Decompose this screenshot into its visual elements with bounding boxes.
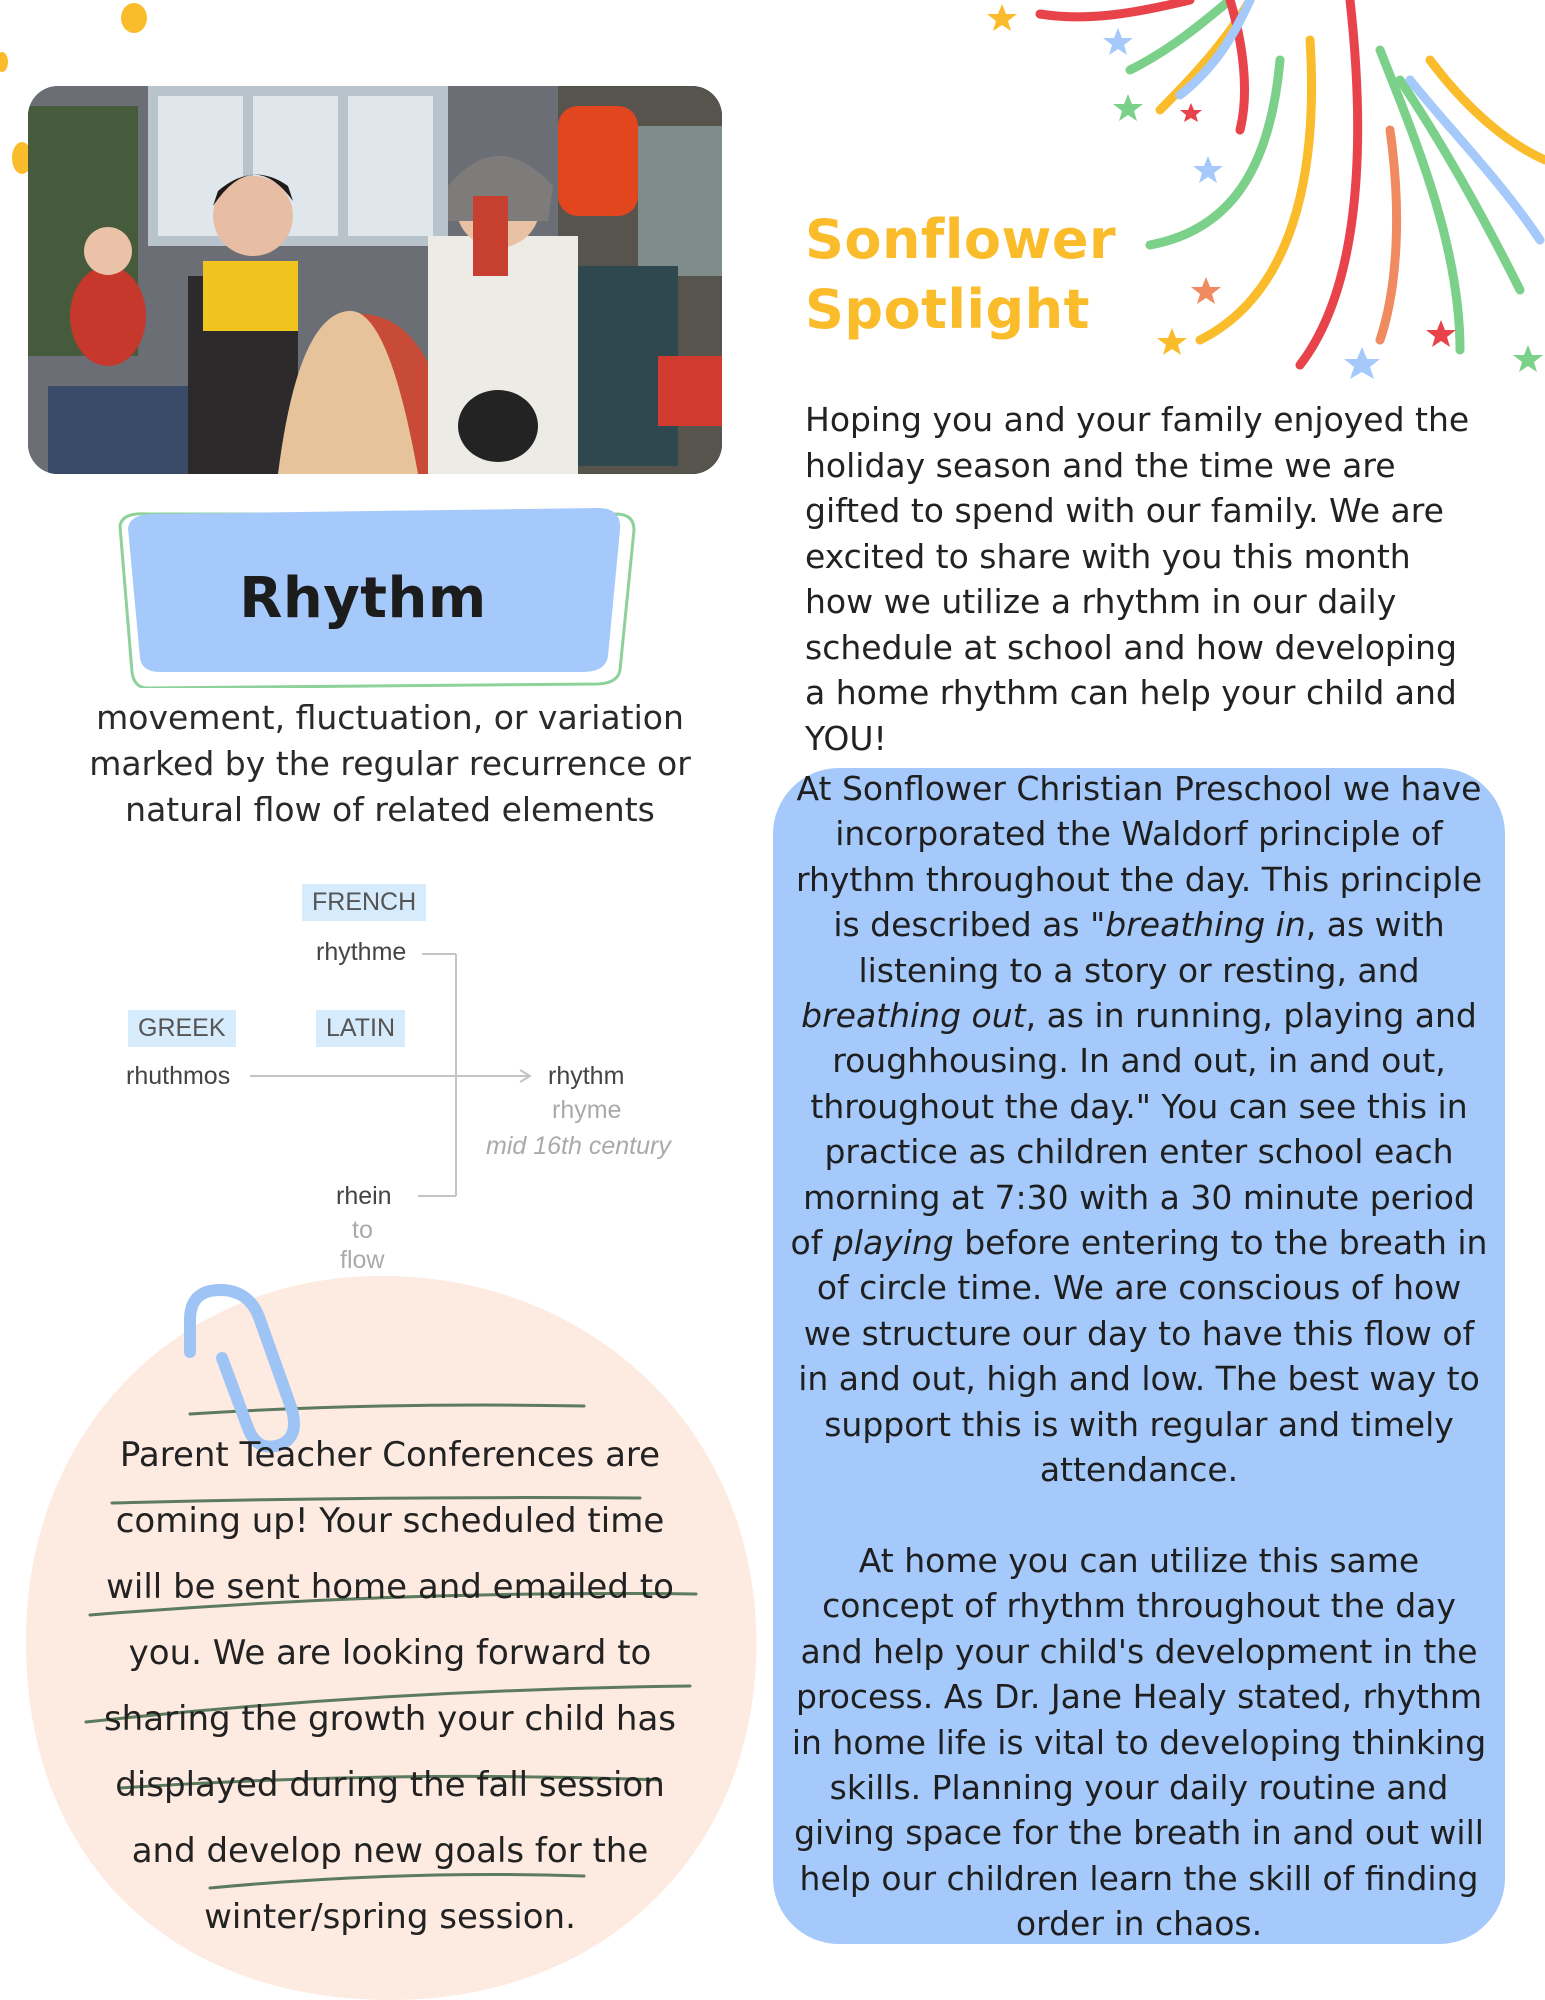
spotlight-box-text (790, 766, 1488, 1947)
p1-em-breathing-out: breathing out (801, 996, 1026, 1036)
etymology-tag-french: FRENCH (302, 884, 426, 921)
p1-em-breathing-in: breathing in (1105, 905, 1306, 945)
etymology-date: mid 16th century (486, 1132, 671, 1160)
spotlight-title (805, 205, 1116, 345)
etymology-word-rhein: rhein (336, 1182, 392, 1210)
rhythm-definition: movement, fluctuation, or variation marked by the regular recurrence or natural flow of related elements (89, 698, 691, 829)
spotlight-intro: Hoping you and your family enjoyed the holiday season and the time we are gifted to spend with our family. We are excited to share with you this month how we utilize a rhythm in our daily schedule at school and how developing a home rhythm can help your child and YOU! (805, 400, 1470, 758)
rhythm-label (108, 508, 646, 688)
spotlight-title-line2: Spotlight (805, 278, 1090, 341)
spotlight-title-line1: Sonflower (805, 208, 1117, 271)
etymology-tag-latin: LATIN (316, 1010, 405, 1047)
p1-text-a: At Sonflower Christian Preschool we have incorporated the Waldorf principle of rhythm throughout the day. This principle is described as " (796, 769, 1482, 945)
etymology-diagram (100, 870, 720, 1290)
etymology-tag-greek: GREEK (128, 1010, 236, 1047)
classroom-photo (28, 86, 722, 474)
p1-em-playing: playing (832, 1223, 954, 1263)
p1-text-d: before entering to the breath in of circle time. We are conscious of how we structure our day to have this flow of in and out, high and low. The best way to support this is with regular and timely attendance. (798, 1223, 1488, 1490)
p1-text-c: , as in running, playing and roughhousing. In and out, in and out, throughout the day." You can see this in practice as children enter school each morning at 7:30 with a 30 minute period of (790, 996, 1477, 1263)
etymology-word-rhythme: rhythme (316, 938, 407, 966)
paragraph-gap (790, 1493, 1488, 1538)
spotlight-paragraph-1 (790, 766, 1488, 1493)
rhythm-title: Rhythm (239, 565, 487, 631)
etymology-meaning-to: to (352, 1216, 373, 1244)
etymology-word-rhyme: rhyme (552, 1096, 622, 1124)
conference-text: Parent Teacher Conferences are coming up! Your scheduled time will be sent home and emailed to you. We are looking forward to sharing the growth your child has displayed during the fall session and develop new goals for the winter/spring session. (103, 1435, 677, 1937)
etymology-word-rhuthmos: rhuthmos (126, 1062, 231, 1090)
etymology-word-rhythm: rhythm (548, 1062, 625, 1090)
etymology-meaning-flow: flow (340, 1246, 385, 1274)
p1-text-b: , as with listening to a story or resting, and (858, 905, 1445, 990)
spotlight-paragraph-2: At home you can utilize this same concept of rhythm throughout the day and help your child's development in the process. As Dr. Jane Healy stated, rhythm in home life is vital to developing thinking skills. Planning your daily routine and giving space for the breath in and out will help our children learn the skill of finding order in chaos. (791, 1540, 1487, 1944)
